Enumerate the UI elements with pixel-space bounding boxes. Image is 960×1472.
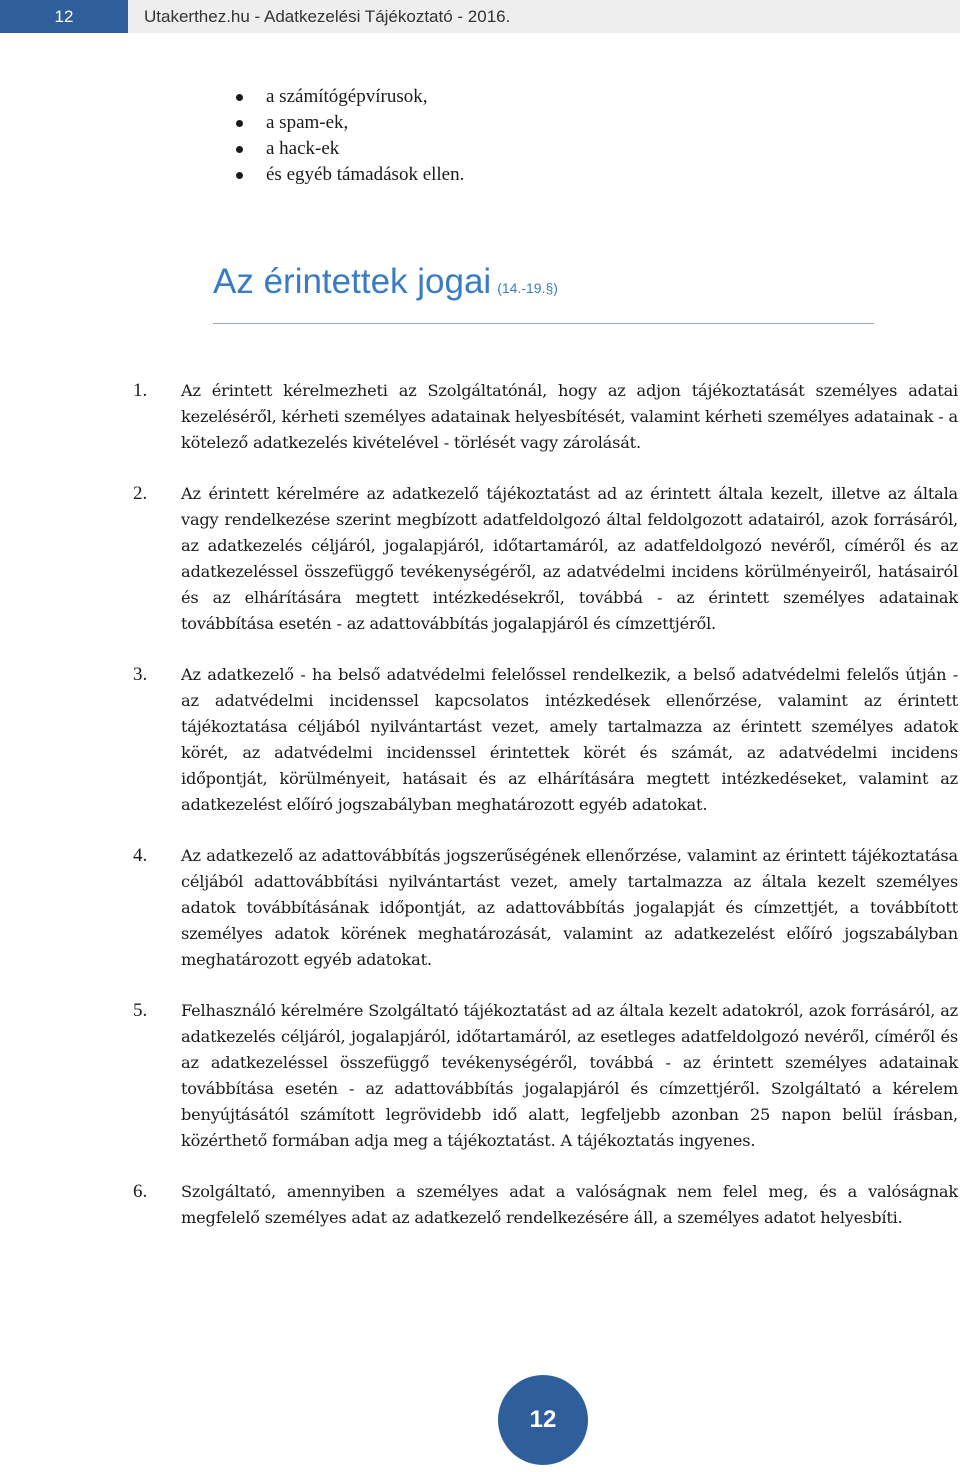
list-item — [133, 662, 958, 818]
list-item — [133, 998, 958, 1154]
bullet-list — [232, 84, 464, 188]
item-number: 1. — [133, 380, 148, 401]
header-title: Utakerthez.hu - Adatkezelési Tájékoztató - 2016. — [128, 0, 960, 33]
bullet-item: a spam-ek, — [232, 110, 464, 136]
page-header — [0, 0, 960, 33]
item-text: Az adatkezelő az adattovábbítás jogszerűségének ellenőrzése, valamint az érintett tájékoztatása céljából adattovábbítási nyilvántartást vezet, amely tartalmazza az általa kezelt személyes adatok továbbításának időpontját, az adattovábbítás jogalapját és címzettjét, a továbbított személyes adatok körének meghatározását, valamint az adatkezelést előíró jogszabályban meghatározott egyéb adatokat. — [181, 846, 958, 969]
item-number: 3. — [133, 664, 148, 685]
list-item — [133, 843, 958, 973]
item-number: 5. — [133, 1000, 148, 1021]
item-number: 6. — [133, 1181, 148, 1202]
heading-divider — [213, 323, 874, 324]
item-number: 4. — [133, 845, 148, 866]
header-page-number: 12 — [0, 0, 128, 33]
item-number: 2. — [133, 483, 148, 504]
bullet-item: a hack-ek — [232, 136, 464, 162]
item-text: Az adatkezelő - ha belső adatvédelmi felelőssel rendelkezik, a belső adatvédelmi felelős útján - az adatvédelmi incidenssel kapcsolatos intézkedések ellenőrzése, valamint az érintett tájékoztatása céljából nyilvántartást vezet, amely tartalmazza az érintett személyes adatok körét, az adatvédelmi incidenssel érintettek körét és számát, az adatvédelmi incidens időpontját, körülményeit, hatásait és az elhárítására megtett intézkedéseket, valamint az adatkezelést előíró jogszabályban meghatározott egyéb adatokat. — [181, 665, 958, 814]
bullet-item: a számítógépvírusok, — [232, 84, 464, 110]
bullet-item: és egyéb támadások ellen. — [232, 162, 464, 188]
section-title: Az érintettek jogai — [213, 262, 492, 301]
list-item — [133, 481, 958, 637]
item-text: Szolgáltató, amennyiben a személyes adat a valóságnak nem felel meg, és a valóságnak megfelelő személyes adat az adatkezelő rendelkezésére áll, a személyes adatot helyesbíti. — [181, 1182, 958, 1227]
item-text: Felhasználó kérelmére Szolgáltató tájékoztatást ad az általa kezelt adatokról, azok forrásáról, az adatkezelés céljáról, jogalapjáról, időtartamáról, az esetleges adatfeldolgozó nevéről, címéről és az adatkezeléssel összefüggő tevékenységéről, továbbá - az érintett személyes adatainak továbbítása esetén - az adattovábbítás jogalapjáról és címzettjéről. Szolgáltató a kérelem benyújtásától számított legrövidebb idő alatt, legfeljebb azonban 25 napon belül írásban, közérthető formában adja meg a tájékoztatást. A tájékoztatás ingyenes. — [181, 1001, 958, 1150]
footer-page-number: 12 — [498, 1375, 588, 1465]
item-text: Az érintett kérelmére az adatkezelő tájékoztatást ad az érintett általa kezelt, illetve az általa vagy rendelkezése szerint megbízott adatfeldolgozó által feldolgozott adatairól, azok forrásáról, az adatkezelés céljáról, jogalapjáról, időtartamáról, az adatfeldolgozó nevéről, címéről és az adatkezeléssel összefüggő tevékenységéről, az adatvédelmi incidens körülményeiről, hatásairól és az elhárítására megtett intézkedésekről, továbbá - az érintett személyes adatainak továbbítása esetén - az adattovábbítás jogalapjáról és címzettjéről. — [181, 484, 958, 633]
list-item — [133, 1179, 958, 1231]
section-heading — [213, 262, 558, 302]
section-ref: (14.-19.§) — [497, 280, 558, 296]
item-text: Az érintett kérelmezheti az Szolgáltatónál, hogy az adjon tájékoztatását személyes adatai kezeléséről, kérheti személyes adatainak helyesbítését, valamint kérheti személyes adatainak - a kötelező adatkezelés kivételével - törlését vagy zárolását. — [181, 381, 958, 452]
numbered-list — [133, 378, 958, 1256]
list-item — [133, 378, 958, 456]
